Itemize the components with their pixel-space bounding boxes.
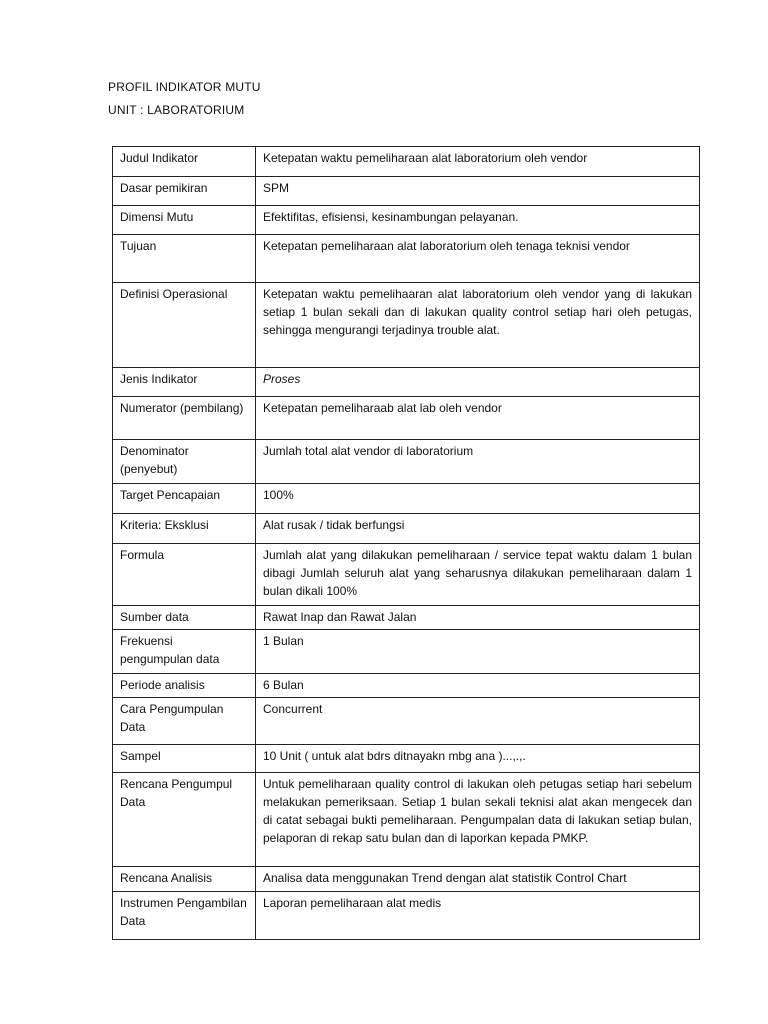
table-row [113, 514, 700, 544]
row-value: 10 Unit ( untuk alat bdrs ditnayakn mbg ana )...,.,. [256, 745, 700, 773]
row-value: Jumlah total alat vendor di laboratorium [256, 440, 700, 484]
table-row [113, 674, 700, 698]
table-row [113, 484, 700, 514]
row-label: Numerator (pembilang) [113, 397, 256, 440]
indicator-profile-table [112, 146, 700, 940]
row-label: Cara Pengumpulan Data [113, 698, 256, 745]
table-row [113, 606, 700, 630]
row-label: Sumber data [113, 606, 256, 630]
row-label: Frekuensi pengumpulan data [113, 630, 256, 674]
row-value: Untuk pemeliharaan quality control di lakukan oleh petugas setiap hari sebelum melakukan pemeriksaan. Setiap 1 bulan sekali teknisi alat akan mengecek dan di catat sebagai bukti pemeliharaan. Pengumpalan data di lakukan setiap bulan, pelaporan di rekap satu bulan dan di laporkan kepada PMKP. [256, 773, 700, 867]
table-row [113, 892, 700, 940]
row-value: Jumlah alat yang dilakukan pemeliharaan / service tepat waktu dalam 1 bulan dibagi Jumlah seluruh alat yang seharusnya dilakukan pemeliharaan dalam 1 bulan dikali 100% [256, 544, 700, 606]
row-label: Kriteria: Eksklusi [113, 514, 256, 544]
table-row [113, 147, 700, 177]
table-row [113, 206, 700, 235]
row-value: Proses [256, 368, 700, 397]
row-label: Rencana Analisis [113, 867, 256, 892]
table-row [113, 397, 700, 440]
table-row [113, 235, 700, 283]
table-row [113, 773, 700, 867]
table-row [113, 745, 700, 773]
table-row [113, 177, 700, 206]
row-label: Tujuan [113, 235, 256, 283]
row-label: Definisi Operasional [113, 283, 256, 368]
row-value: Efektifitas, efisiensi, kesinambungan pelayanan. [256, 206, 700, 235]
row-label: Dasar pemikiran [113, 177, 256, 206]
table-row [113, 440, 700, 484]
row-value: Ketepatan waktu pemelihaaran alat laboratorium oleh vendor yang di lakukan setiap 1 bulan sekali dan di lakukan quality control setiap hari oleh petugas, sehingga mengurangi terjadinya trouble alat. [256, 283, 700, 368]
row-value: 6 Bulan [256, 674, 700, 698]
row-value: Laporan pemeliharaan alat medis [256, 892, 700, 940]
row-value: 100% [256, 484, 700, 514]
row-value: Ketepatan pemeliharaab alat lab oleh vendor [256, 397, 700, 440]
row-label: Periode analisis [113, 674, 256, 698]
row-label: Denominator (penyebut) [113, 440, 256, 484]
unit-label: UNIT : LABORATORIUM [108, 103, 245, 117]
table-row [113, 630, 700, 674]
row-value: Rawat Inap dan Rawat Jalan [256, 606, 700, 630]
row-value: Concurrent [256, 698, 700, 745]
row-label: Dimensi Mutu [113, 206, 256, 235]
row-value: Alat rusak / tidak berfungsi [256, 514, 700, 544]
row-label: Judul Indikator [113, 147, 256, 177]
table-row [113, 283, 700, 368]
row-label: Jenis Indikator [113, 368, 256, 397]
row-label: Instrumen Pengambilan Data [113, 892, 256, 940]
table-row [113, 698, 700, 745]
row-value: Analisa data menggunakan Trend dengan alat statistik Control Chart [256, 867, 700, 892]
row-value: Ketepatan pemeliharaan alat laboratorium oleh tenaga teknisi vendor [256, 235, 700, 283]
table-row [113, 544, 700, 606]
row-label: Sampel [113, 745, 256, 773]
row-value: Ketepatan waktu pemeliharaan alat laboratorium oleh vendor [256, 147, 700, 177]
document-title: PROFIL INDIKATOR MUTU [108, 80, 261, 94]
row-value: SPM [256, 177, 700, 206]
row-label: Rencana Pengumpul Data [113, 773, 256, 867]
row-value: 1 Bulan [256, 630, 700, 674]
table-row [113, 867, 700, 892]
table-row [113, 368, 700, 397]
row-label: Target Pencapaian [113, 484, 256, 514]
row-label: Formula [113, 544, 256, 606]
